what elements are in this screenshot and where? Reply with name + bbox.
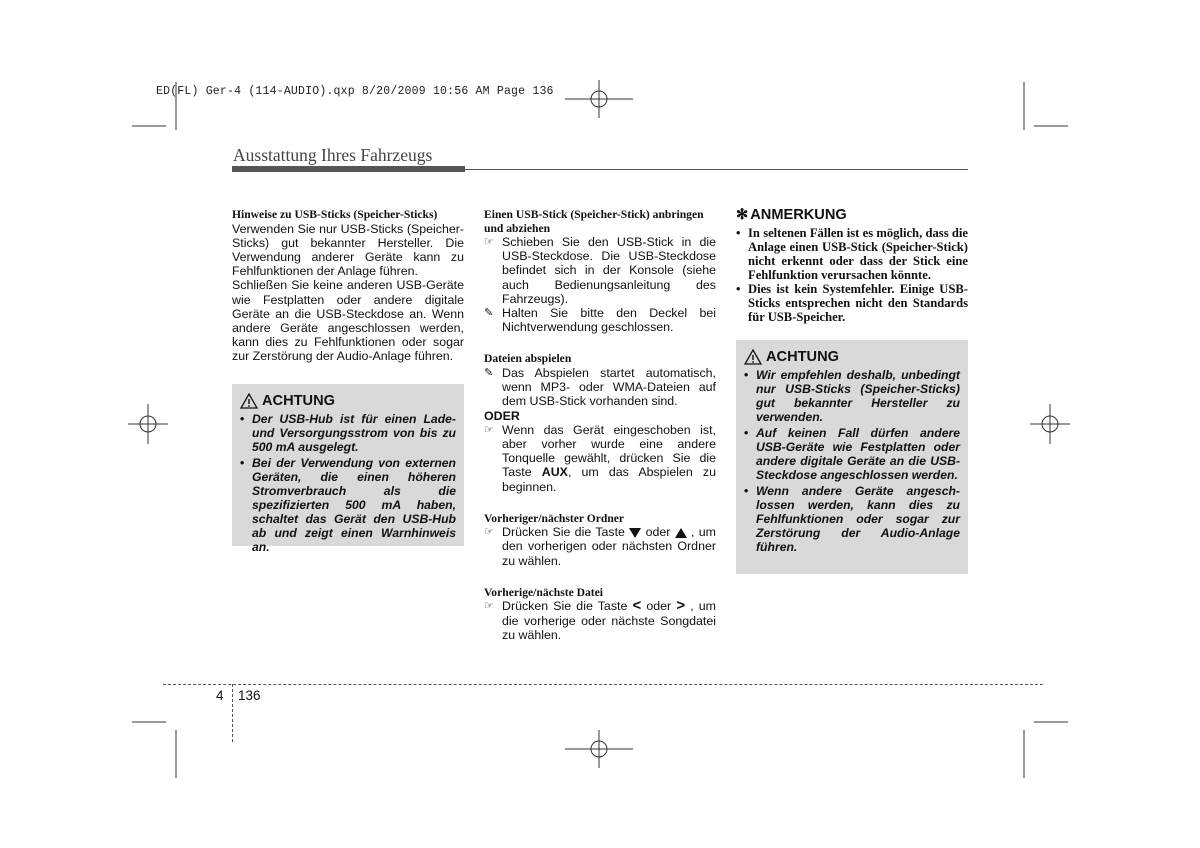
warning-box-2 (736, 340, 968, 574)
warning-list-2 (744, 368, 960, 554)
list-item: • Der USB-Hub ist für einen Lade- und Versorgungsstrom von bis zu 500 mA ausgelegt. (240, 411, 456, 454)
list-item: • Wenn andere Geräte angesch-lossen werden, kann dies zu Fehlfunktionen oder sogar zur Zerstörung der Audio-Anlage führen. (744, 484, 960, 554)
aux-key-label: AUX (541, 465, 568, 480)
column-1 (232, 208, 464, 554)
pointing-hand-icon: ☞ (484, 600, 494, 613)
list-item: • In seltenen Fällen ist es möglich, dass die Anlage einen USB-Stick (Speicher-Stick) nicht erkennt oder dass der Stick eine Fehlfunktion verursachen könnte. (736, 226, 968, 282)
item-text: Halten Sie bitte den Deckel bei Nichtverwendung geschlossen. (502, 306, 716, 335)
chevron-right-icon: > (676, 597, 686, 615)
item-text: , um die vorherige oder nächste Songdatei zu wählen. (502, 599, 716, 642)
chapter-number: 4 (216, 688, 224, 703)
list-item: • Auf keinen Fall dürfen andere USB-Geräte wie Festplatten oder andere digitale Geräte an die USB-Steckdose angeschlossen werden. (744, 426, 960, 482)
warning-item-text: Bei der Verwendung von externen Geräten, die einen höheren Stromverbrauch als die spezifizierten 500 mA haben, schaltet das Gerät den USB-Hub ab und zeigt einen Warnhinweis an. (252, 455, 456, 554)
warning-title-2 (744, 348, 960, 366)
list-item (484, 423, 716, 494)
folder-heading: Vorheriger/nächster Ordner (484, 511, 625, 525)
chevron-left-icon: < (632, 597, 642, 615)
print-header: ED(FL) Ger-4 (114-AUDIO).qxp 8/20/2009 10:56 AM Page 136 (156, 85, 554, 98)
play-files-heading: Dateien abspielen (484, 352, 572, 366)
warning-item-text: Wenn andere Geräte angesch-lossen werden, kann dies zu Fehlfunktionen oder sogar zur Zerstörung der Audio-Anlage führen. (756, 484, 960, 554)
item-text: Schieben Sie den USB-Stick in die USB-Steckdose. Die USB-Steckdose befindet sich in der Konsole (siehe auch Bedienungsanleitung des Fahrzeugs). (502, 235, 716, 306)
note-item-text: In seltenen Fällen ist es möglich, dass die Anlage einen USB-Stick (Speicher-Stick) nicht erkennt oder dass der Stick eine Fehlfunktion verursachen könnte. (748, 226, 968, 282)
note-title (736, 206, 968, 224)
item-text: , um den vorherigen oder nächsten Ordner zu wählen. (502, 525, 716, 568)
note-title-label: ANMERKUNG (750, 207, 847, 223)
warning-item-text: Auf keinen Fall dürfen andere USB-Geräte wie Festplatten oder andere digitale Geräte an die USB-Steckdose angeschlossen werden. (756, 426, 960, 482)
list-item (484, 235, 716, 306)
item-text: oder (641, 525, 675, 540)
warning-title-label: ACHTUNG (766, 349, 839, 365)
title-rule-thin (465, 169, 968, 170)
warning-box-1 (232, 384, 464, 554)
item-text: Drücken Sie die Taste (502, 599, 633, 614)
item-text: Das Abspielen startet automatisch, wenn MP3- oder WMA-Dateien auf dem USB-Stick vorhanden sind. (502, 365, 716, 409)
pointing-hand-icon: ☞ (484, 423, 494, 436)
note-list (736, 226, 968, 324)
page-number: 136 (238, 688, 261, 703)
column-3 (736, 206, 968, 574)
usb-hints-heading: Hinweise zu USB-Sticks (Speicher-Sticks) (232, 208, 438, 221)
list-item (484, 525, 716, 568)
asterisk-icon: ✻ (736, 207, 749, 223)
triangle-up-icon (675, 528, 687, 538)
item-text: Drücken Sie die Taste (502, 525, 630, 540)
warning-title-label: ACHTUNG (262, 392, 335, 409)
item-text: Wenn das Gerät eingeschoben ist, aber vorher wurde eine andere Tonquelle gewählt, drücken Sie die Taste (502, 422, 716, 480)
column-2 (484, 208, 716, 642)
registration-mark-bottom (565, 730, 633, 768)
pointing-hand-icon: ☞ (484, 236, 494, 248)
title-rule-thick (232, 166, 465, 172)
list-item: • Wir empfehlen deshalb, unbedingt nur USB-Sticks (Speicher-Sticks) gut bekannter Hersteller zu verwenden. (744, 368, 960, 424)
note-item-text: Dies ist kein Systemfehler. Einige USB-Sticks entsprechen nicht den Standards für USB-Speicher. (748, 282, 968, 324)
registration-mark-left (128, 404, 168, 444)
item-text: oder (641, 599, 677, 614)
warning-triangle-icon (240, 393, 258, 409)
registration-mark-top (565, 80, 633, 118)
list-item: • Bei der Verwendung von externen Geräten, die einen höheren Stromverbrauch als die spezifizierten 500 mA haben, schaltet das Gerät den USB-Hub ab und zeigt einen Warnhinweis an. (240, 455, 456, 554)
pencil-icon: ✎ (484, 366, 494, 379)
list-item (484, 599, 716, 642)
warning-list-1 (240, 412, 456, 554)
file-heading: Vorherige/nächste Datei (484, 585, 604, 599)
section-title: Ausstattung Ihres Fahrzeugs (233, 145, 433, 165)
oder-label: ODER (484, 408, 520, 423)
usb-hints-paragraph-1: Verwenden Sie nur USB-Sticks (Speicher-Sticks) gut bekannter Hersteller. Die Verwendung anderer Geräte kann zu Fehlfunktionen der Anlage führen. (232, 221, 464, 279)
list-item: • Dies ist kein Systemfehler. Einige USB-Sticks entsprechen nicht den Standards für USB-Speicher. (736, 282, 968, 324)
warning-item-text: Der USB-Hub ist für einen Lade- und Versorgungsstrom von bis zu 500 mA ausgelegt. (252, 411, 456, 454)
usb-attach-heading: Einen USB-Stick (Speicher-Stick) anbringen und abziehen (484, 208, 704, 235)
warning-title-1 (240, 392, 456, 410)
usb-hints-paragraph-2: Schließen Sie keine anderen USB-Geräte wie Festplatten oder andere digitale Geräte an die USB-Steckdose an. Wenn andere Geräte angeschlossen werden, kann dies zu Fehlfunktionen oder sogar zur Zerstörung der Audio-Anlage führen. (232, 278, 464, 364)
warning-item-text: Wir empfehlen deshalb, unbedingt nur USB-Sticks (Speicher-Sticks) gut bekannter Hersteller zu verwenden. (756, 368, 960, 424)
list-item (484, 306, 716, 334)
pointing-hand-icon: ☞ (484, 526, 494, 539)
registration-mark-right (1030, 404, 1070, 444)
item-text: , um das Abspielen zu beginnen. (502, 465, 716, 494)
list-item (484, 366, 716, 409)
pencil-icon: ✎ (484, 307, 494, 320)
footer-rule (163, 684, 1043, 685)
triangle-down-icon (629, 528, 641, 538)
warning-triangle-icon (744, 349, 762, 365)
footer-separator (232, 684, 233, 742)
